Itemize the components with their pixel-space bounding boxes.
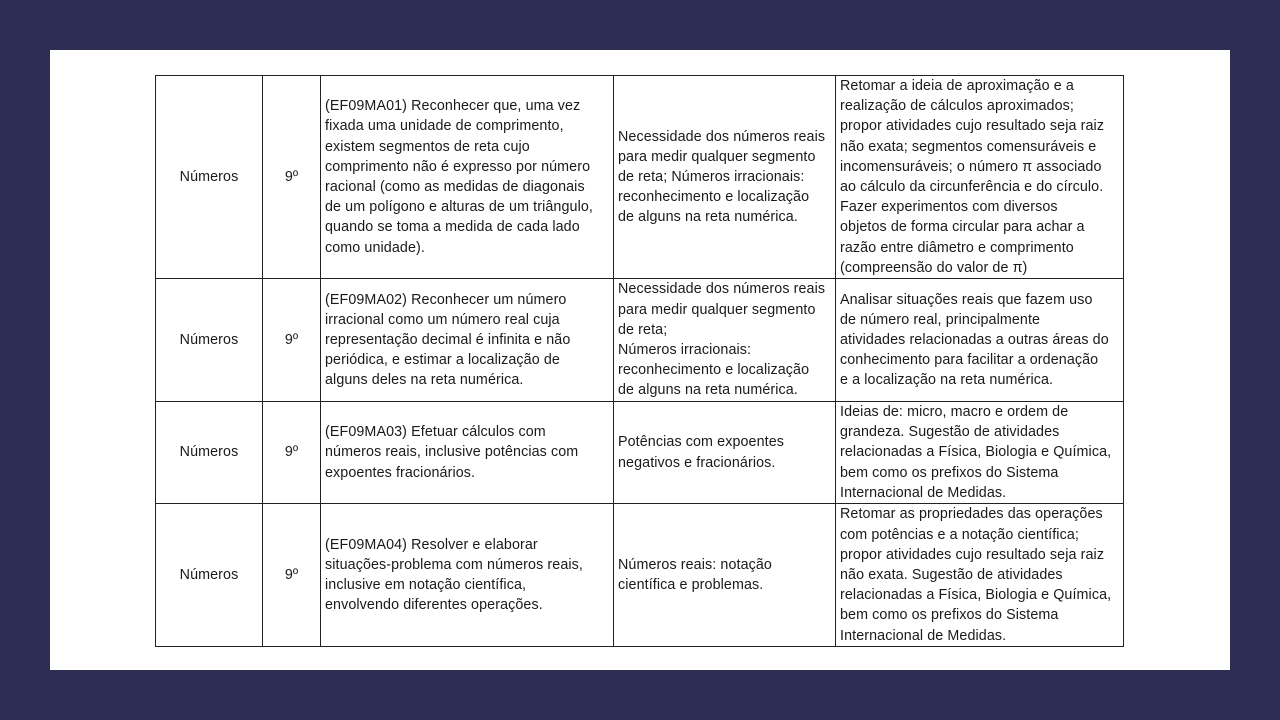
knowledge-object-cell: Potências com expoentes negativos e fracionários. xyxy=(614,402,836,504)
skill-cell: (EF09MA04) Resolver e elaborar situações-problema com números reais, inclusive em notação científica, envolvendo diferentes operações. xyxy=(321,504,614,647)
table-row xyxy=(156,504,1124,647)
knowledge-object-cell: Números reais: notação científica e problemas. xyxy=(614,504,836,647)
knowledge-object-cell: Necessidade dos números reais para medir qualquer segmento de reta; Números irracionais: reconhecimento e localização de alguns na reta numérica. xyxy=(614,279,836,402)
slide-canvas xyxy=(50,50,1230,670)
area-cell: Números xyxy=(156,279,263,402)
comments-cell: Retomar a ideia de aproximação e a realização de cálculos aproximados; propor atividades cujo resultado seja raiz não exata; segmentos comensuráveis e incomensuráveis; o número π associado ao cálculo da circunferência e do círculo. Fazer experimentos com diversos objetos de forma circular para achar a razão entre diâmetro e comprimento (compreensão do valor de π) xyxy=(836,76,1124,279)
area-cell: Números xyxy=(156,504,263,647)
skill-cell: (EF09MA03) Efetuar cálculos com números reais, inclusive potências com expoentes fracionários. xyxy=(321,402,614,504)
table-row xyxy=(156,279,1124,402)
year-cell: 9º xyxy=(263,76,321,279)
knowledge-object-cell: Necessidade dos números reais para medir qualquer segmento de reta; Números irracionais: reconhecimento e localização de alguns na reta numérica. xyxy=(614,76,836,279)
comments-cell: Analisar situações reais que fazem uso de número real, principalmente atividades relacionadas a outras áreas do conhecimento para facilitar a ordenação e a localização na reta numérica. xyxy=(836,279,1124,402)
area-cell: Números xyxy=(156,76,263,279)
comments-cell: Retomar as propriedades das operações com potências e a notação científica; propor atividades cujo resultado seja raiz não exata. Sugestão de atividades relacionadas a Física, Biologia e Química, bem como os prefixos do Sistema Internacional de Medidas. xyxy=(836,504,1124,647)
table-row xyxy=(156,76,1124,279)
table-row xyxy=(156,402,1124,504)
year-cell: 9º xyxy=(263,504,321,647)
year-cell: 9º xyxy=(263,279,321,402)
comments-cell: Ideias de: micro, macro e ordem de grandeza. Sugestão de atividades relacionadas a Física, Biologia e Química, bem como os prefixos do Sistema Internacional de Medidas. xyxy=(836,402,1124,504)
curriculum-table xyxy=(155,75,1124,647)
area-cell: Números xyxy=(156,402,263,504)
year-cell: 9º xyxy=(263,402,321,504)
skill-cell: (EF09MA01) Reconhecer que, uma vez fixada uma unidade de comprimento, existem segmentos de reta cujo comprimento não é expresso por número racional (como as medidas de diagonais de um polígono e alturas de um triângulo, quando se toma a medida de cada lado como unidade). xyxy=(321,76,614,279)
skill-cell: (EF09MA02) Reconhecer um número irracional como um número real cuja representação decimal é infinita e não periódica, e estimar a localização de alguns deles na reta numérica. xyxy=(321,279,614,402)
